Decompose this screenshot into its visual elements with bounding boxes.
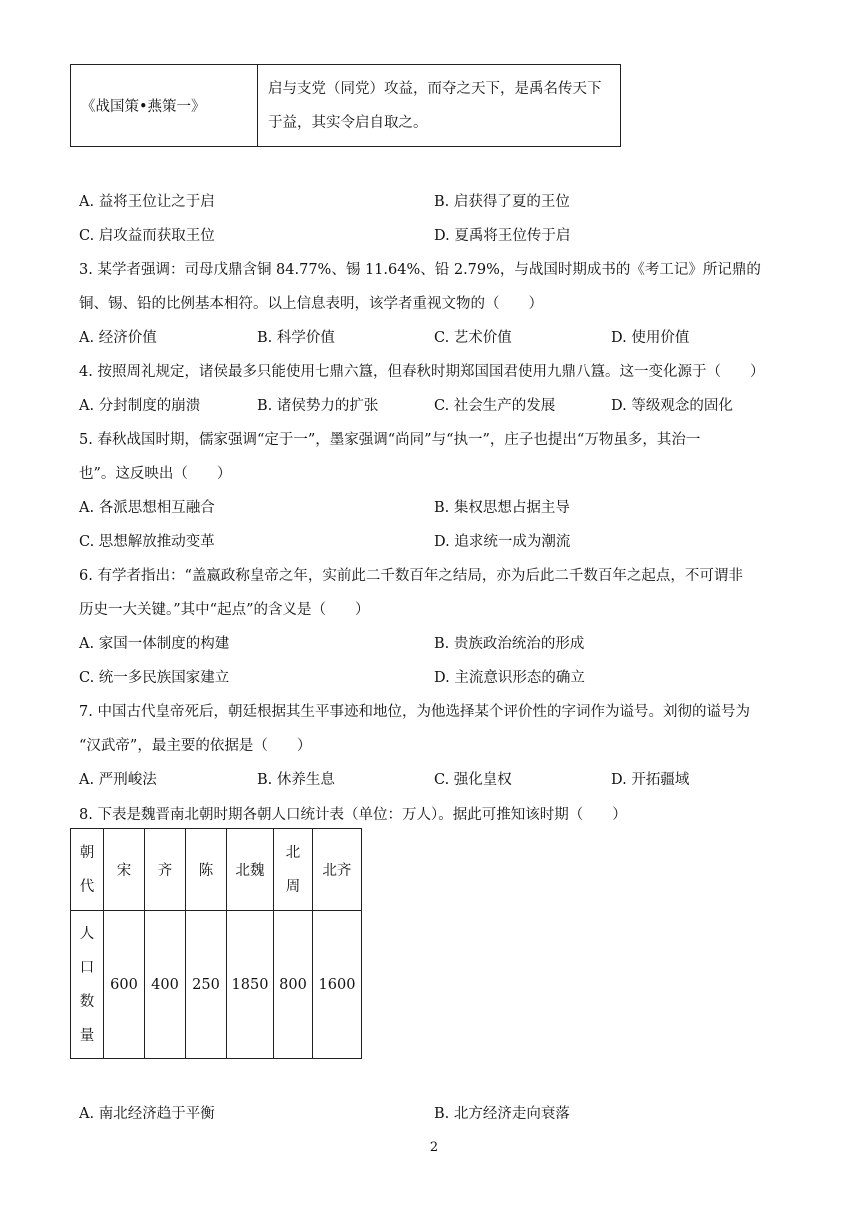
q6-option-d[interactable]: D. 主流意识形态的确立 (434, 670, 585, 686)
q6-option-a[interactable]: A. 家国一体制度的构建 (79, 636, 230, 652)
row-header-char: 数 (79, 993, 95, 1010)
q4-option-b[interactable]: B. 诸侯势力的扩张 (257, 398, 379, 414)
population-cell: 1600 (313, 911, 362, 1059)
page-number: 2 (429, 1140, 439, 1155)
dynasty-row (71, 829, 362, 911)
q5-stem-line-2: 也”。这反映出（ ） (79, 466, 232, 482)
q6-option-b[interactable]: B. 贵族政治统治的形成 (434, 636, 585, 652)
q3-option-b[interactable]: B. 科学价值 (257, 330, 335, 346)
q5-option-c[interactable]: C. 思想解放推动变革 (79, 534, 215, 550)
q6-stem-line-2: 历史一大关键。”其中“起点”的含义是（ ） (79, 602, 370, 618)
q5-option-d[interactable]: D. 追求统一成为潮流 (434, 534, 571, 550)
dynasty-cell-stacked (274, 829, 313, 911)
population-cell: 1850 (227, 911, 274, 1059)
q7-option-b[interactable]: B. 休养生息 (257, 772, 335, 788)
q6-options-row-2 (79, 666, 799, 686)
q3-option-c[interactable]: C. 艺术价值 (434, 330, 512, 346)
q5-option-a[interactable]: A. 各派思想相互融合 (79, 500, 215, 516)
q3-stem-line-1: 3. 某学者强调：司母戊鼎含铜 84.77%、锡 11.64%、铅 2.79%，与战国时期成书的《考工记》所记鼎的 (79, 262, 761, 278)
source-table (70, 64, 621, 147)
q7-option-a[interactable]: A. 严刑峻法 (79, 772, 157, 788)
population-cell: 400 (145, 911, 186, 1059)
population-table (70, 828, 362, 1059)
q7-options (79, 768, 799, 788)
q4-option-d[interactable]: D. 等级观念的固化 (611, 398, 733, 414)
dynasty-char: 周 (285, 878, 301, 895)
row-header-char: 朝 (79, 844, 95, 861)
content-cell: 启与支党（同党）攻益，而夺之天下，是禹名传天下于益，其实令启自取之。 (258, 65, 621, 147)
dynasty-cell: 北魏 (227, 829, 274, 911)
row-header-char: 口 (79, 959, 95, 976)
population-row (71, 911, 362, 1059)
row-header-dynasty (71, 829, 104, 911)
q6-stem-line-1: 6. 有学者指出：“盖嬴政称皇帝之年，实前此二千数百年之结局，亦为后此二千数百年之起点，不可谓非 (79, 568, 743, 584)
q7-stem-line-2: “汉武帝”，最主要的依据是（ ） (79, 738, 312, 754)
q4-options (79, 394, 799, 414)
q5-options-row-2 (79, 530, 799, 550)
source-cell: 《战国策•燕策一》 (71, 65, 258, 147)
q4-stem-line-1: 4. 按照周礼规定，诸侯最多只能使用七鼎六簋，但春秋时期郑国国君使用九鼎八簋。这一变化源于（ ） (79, 364, 765, 380)
row-header-char: 人 (79, 925, 95, 942)
population-cell: 250 (186, 911, 227, 1059)
q2-option-c[interactable]: C. 启攻益而获取王位 (79, 228, 215, 244)
q2-options-row-2 (79, 224, 799, 244)
q8-option-a[interactable]: A. 南北经济趋于平衡 (79, 1106, 215, 1122)
q4-option-a[interactable]: A. 分封制度的崩溃 (79, 398, 201, 414)
q7-option-c[interactable]: C. 强化皇权 (434, 772, 512, 788)
q3-option-a[interactable]: A. 经济价值 (79, 330, 157, 346)
q2-option-b[interactable]: B. 启获得了夏的王位 (434, 194, 570, 210)
q3-options (79, 326, 799, 346)
q5-stem-line-1: 5. 春秋战国时期，儒家强调“定于一”，墨家强调“尚同”与“执一”，庄子也提出“万物虽多，其治一 (79, 432, 701, 448)
dynasty-char: 北 (285, 844, 301, 861)
row-header-char: 量 (79, 1027, 95, 1044)
population-cell: 600 (104, 911, 145, 1059)
q3-option-d[interactable]: D. 使用价值 (611, 330, 690, 346)
dynasty-cell: 陈 (186, 829, 227, 911)
q3-stem-line-2: 铜、锡、铅的比例基本相符。以上信息表明，该学者重视文物的（ ） (79, 296, 543, 312)
row-header-char: 代 (79, 878, 95, 895)
q8-option-b[interactable]: B. 北方经济走向衰落 (434, 1106, 570, 1122)
q8-stem-line-1: 8. 下表是魏晋南北朝时期各朝人口统计表（单位：万人）。据此可推知该时期（ ） (79, 807, 627, 823)
q6-options-row-1 (79, 632, 799, 652)
q5-option-b[interactable]: B. 集权思想占据主导 (434, 500, 570, 516)
q6-option-c[interactable]: C. 统一多民族国家建立 (79, 670, 230, 686)
q7-stem-line-1: 7. 中国古代皇帝死后，朝廷根据其生平事迹和地位，为他选择某个评价性的字词作为谥号。刘彻的谥号为 (79, 704, 750, 720)
dynasty-cell: 齐 (145, 829, 186, 911)
dynasty-cell: 宋 (104, 829, 145, 911)
q2-options-row-1 (79, 190, 799, 210)
q7-option-d[interactable]: D. 开拓疆域 (611, 772, 690, 788)
q2-option-d[interactable]: D. 夏禹将王位传于启 (434, 228, 571, 244)
dynasty-cell: 北齐 (313, 829, 362, 911)
q2-option-a[interactable]: A. 益将王位让之于启 (79, 194, 215, 210)
q8-options-row-1 (79, 1102, 799, 1122)
q4-option-c[interactable]: C. 社会生产的发展 (434, 398, 556, 414)
row-header-population (71, 911, 104, 1059)
population-cell: 800 (274, 911, 313, 1059)
q5-options-row-1 (79, 496, 799, 516)
